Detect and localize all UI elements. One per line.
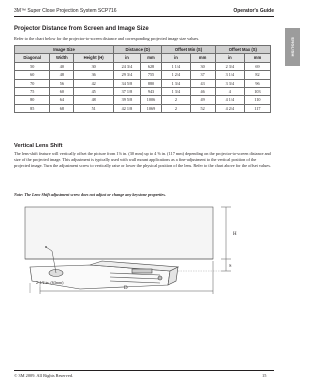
side-tab-label: ENGLISH xyxy=(290,37,295,57)
table-sub-header: mm xyxy=(140,54,162,62)
section-title-distance: Projector Distance from Screen and Image Size xyxy=(14,26,149,32)
table-group-header: Image Size xyxy=(15,46,114,54)
page-number: 15 xyxy=(262,373,267,378)
table-cell: 40 xyxy=(50,62,74,70)
footer-rule xyxy=(14,370,274,371)
table-cell: 70 xyxy=(15,79,50,87)
table-cell: 1 3/4 xyxy=(162,79,190,87)
table-cell: 36 xyxy=(74,71,114,79)
table-sub-header: Width xyxy=(50,54,74,62)
table-cell: 1 2/4 xyxy=(162,71,190,79)
section-title-lens-shift: Vertical Lens Shift xyxy=(14,143,63,149)
table-cell: 48 xyxy=(50,71,74,79)
table-cell: 4 2/4 xyxy=(215,104,244,112)
table-cell: 3 3/4 xyxy=(215,79,244,87)
table-cell: 1 3/4 xyxy=(162,88,190,96)
table-cell: 49 xyxy=(190,96,215,104)
table-row xyxy=(15,96,271,104)
table-sub-header: mm xyxy=(244,54,270,62)
table-sub-header: Diagonal xyxy=(15,54,50,62)
table-group-header: Offset Max (S) xyxy=(215,46,270,54)
table-cell: 2 xyxy=(162,96,190,104)
screen-surface xyxy=(25,207,213,259)
table-cell: 24 3/4 xyxy=(114,62,141,70)
table-cell: 117 xyxy=(244,104,270,112)
table-body xyxy=(15,62,271,112)
table-cell: 46 xyxy=(190,88,215,96)
table-cell: 48 xyxy=(74,96,114,104)
table-cell: 75 xyxy=(15,88,50,96)
table-sub-header: Height (H) xyxy=(74,54,114,62)
table-cell: 755 xyxy=(140,71,162,79)
table-row xyxy=(15,71,271,79)
table-cell: 39 5/8 xyxy=(114,96,141,104)
table-cell: 60 xyxy=(15,71,50,79)
header-rule xyxy=(14,16,274,17)
table-cell: 943 xyxy=(140,88,162,96)
table-sub-header: in xyxy=(215,54,244,62)
callout-dot xyxy=(45,246,47,248)
table-cell: 42 xyxy=(74,79,114,87)
table-cell: 69 xyxy=(244,62,270,70)
table-sub-header: in xyxy=(162,54,190,62)
footer-copyright: © 3M 2009. All Rights Reserved. xyxy=(14,373,74,378)
table-cell: 37 xyxy=(190,71,215,79)
table-cell: 4 1/4 xyxy=(215,96,244,104)
table-cell: 50 xyxy=(15,62,50,70)
table-cell: 52 xyxy=(190,104,215,112)
table-cell: 80 xyxy=(15,96,50,104)
table-cell: 56 xyxy=(50,79,74,87)
table-cell: 96 xyxy=(244,79,270,87)
table-cell: 43 xyxy=(190,79,215,87)
table-cell: 68 xyxy=(50,104,74,112)
table-row xyxy=(15,79,271,87)
height-label: H xyxy=(233,232,237,237)
table-cell: 2 3/4 xyxy=(215,62,244,70)
offset-label: S xyxy=(229,263,232,268)
distance-label: D xyxy=(124,286,128,291)
table-row xyxy=(15,104,271,112)
section-intro-text: Refer to the chart below for the projector-to-screen distance and corresponding projected image size values. xyxy=(14,36,200,41)
table-cell: 82 xyxy=(244,71,270,79)
distance-size-table xyxy=(14,45,271,113)
table-cell: 45 xyxy=(74,88,114,96)
table-cell: 1 1/4 xyxy=(162,62,190,70)
header-product-title: 3M™ Super Close Projection System SCP716 xyxy=(14,8,117,14)
table-group-header: Distance (D) xyxy=(114,46,162,54)
table-cell: 880 xyxy=(140,79,162,87)
table-cell: 110 xyxy=(244,96,270,104)
language-side-tab xyxy=(285,28,300,66)
table-row xyxy=(15,88,271,96)
table-sub-header: mm xyxy=(190,54,215,62)
table-cell: 64 xyxy=(50,96,74,104)
table-cell: 42 1/8 xyxy=(114,104,141,112)
table-cell: 85 xyxy=(15,104,50,112)
table-cell: 4 xyxy=(215,88,244,96)
table-cell: 2 xyxy=(162,104,190,112)
table-cell: 3 1/4 xyxy=(215,71,244,79)
table-cell: 103 xyxy=(244,88,270,96)
table-cell: 30 xyxy=(74,62,114,70)
table-group-header: Offset Min (S) xyxy=(162,46,215,54)
table-cell: 1006 xyxy=(140,96,162,104)
table-cell: 628 xyxy=(140,62,162,70)
projector-diagram xyxy=(20,205,270,295)
offset-distance-label: 2-1/2 in. (63mm) xyxy=(36,280,64,285)
table-cell: 34 5/8 xyxy=(114,79,141,87)
table-cell: 60 xyxy=(50,88,74,96)
table-cell: 30 xyxy=(190,62,215,70)
table-sub-header: in xyxy=(114,54,141,62)
table-cell: 51 xyxy=(74,104,114,112)
lens-shift-note: Note: The Lens-Shift adjustment screw does not adjust or change any keystone properties. xyxy=(14,192,166,197)
lens-shift-body-text: The lens-shift feature will vertically offset the picture from 1⅛ in. (30 mm) up to 4 ⅝ in. (117 mm) depending on the projector-to-screen distance and size of the projected image. This adjustment is typically used with wall mount applications as a fine-adjustment to the vertical position of the projected image. Turn the adjustment screw to vertically raise or lower the physical position of the lens. Refer to the chart above for the offset values. xyxy=(14,151,271,168)
table-row xyxy=(15,62,271,70)
header-guide-title: Operator's Guide xyxy=(233,8,274,14)
table-cell: 37 1/8 xyxy=(114,88,141,96)
table-cell: 29 3/4 xyxy=(114,71,141,79)
table-cell: 1069 xyxy=(140,104,162,112)
